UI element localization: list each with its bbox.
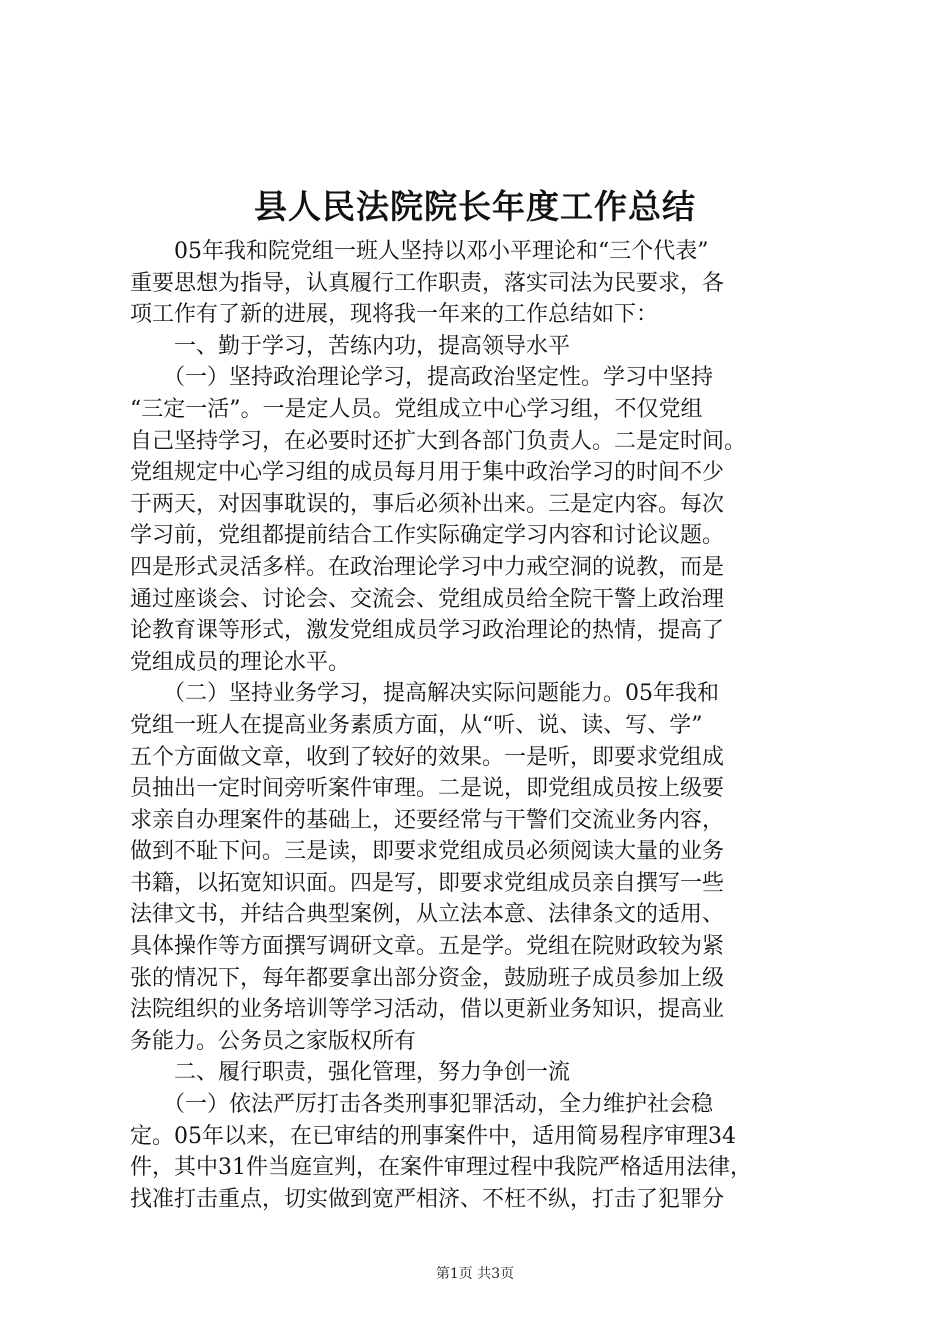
body-line: 党组规定中心学习组的成员每月用于集中政治学习的时间不少 [130,460,725,486]
body-line: （二）坚持业务学习，提高解决实际问题能力。05年我和 [130,681,719,707]
body-line: 重要思想为指导，认真履行工作职责，落实司法为民要求，各 [130,270,725,296]
body-line: 论教育课等形式，激发党组成员学习政治理论的热情，提高了 [130,618,725,644]
body-line: 员抽出一定时间旁听案件审理。二是说，即党组成员按上级要 [130,776,725,802]
body-line: 05年我和院党组一班人坚持以邓小平理论和“三个代表” [130,239,709,264]
page-number-footer: 第1页 共3页 [435,1266,515,1282]
body-line: 务能力。公务员之家版权所有 [130,1028,417,1054]
document-body [130,236,830,1215]
body-line: 自己坚持学习，在必要时还扩大到各部门负责人。二是定时间。 [130,428,747,454]
body-line: 党组一班人在提高业务素质方面，从“听、说、读、写、学” [130,712,703,738]
body-line: 书籍，以拓宽知识面。四是写，即要求党组成员亲自撰写一些 [130,870,725,896]
body-line: （一）依法严厉打击各类刑事犯罪活动，全力维护社会稳 [130,1092,714,1118]
body-line: 项工作有了新的进展，现将我一年来的工作总结如下： [130,302,659,328]
section-heading-1: 一、勤于学习，苦练内功，提高领导水平 [130,333,571,359]
body-line: 找准打击重点，切实做到宽严相济、不枉不纵，打击了犯罪分 [130,1186,725,1212]
body-line: 做到不耻下问。三是读，即要求党组成员必须阅读大量的业务 [130,839,725,865]
body-line: 张的情况下，每年都要拿出部分资金，鼓励班子成员参加上级 [130,965,725,991]
body-line: 四是形式灵活多样。在政治理论学习中力戒空洞的说教，而是 [130,554,725,580]
body-line: 具体操作等方面撰写调研文章。五是学。党组在院财政较为紧 [130,934,725,960]
body-line: 学习前，党组都提前结合工作实际确定学习内容和讨论议题。 [130,523,725,549]
body-line: （一）坚持政治理论学习，提高政治坚定性。学习中坚持 [130,365,714,391]
section-heading-2: 二、履行职责，强化管理，努力争创一流 [130,1060,571,1086]
body-line: 件，其中31件当庭宣判，在案件审理过程中我院严格适用法律， [130,1155,752,1181]
body-line: 定。05年以来，在已审结的刑事案件中，适用简易程序审理34 [130,1123,736,1149]
body-line: 五个方面做文章，收到了较好的效果。一是听，即要求党组成 [130,744,725,770]
body-line: 党组成员的理论水平。 [130,649,351,675]
body-line: 通过座谈会、讨论会、交流会、党组成员给全院干警上政治理 [130,586,725,612]
body-line: “三定一活”。一是定人员。党组成立中心学习组，不仅党组 [130,396,703,422]
body-line: 法律文书，并结合典型案例，从立法本意、法律条文的适用、 [130,902,725,928]
body-line: 求亲自办理案件的基础上，还要经常与干警们交流业务内容， [130,807,725,833]
body-line: 法院组织的业务培训等学习活动，借以更新业务知识，提高业 [130,997,725,1023]
document-title: 县人民法院院长年度工作总结 [254,187,696,226]
body-line: 于两天，对因事耽误的，事后必须补出来。三是定内容。每次 [130,491,725,517]
